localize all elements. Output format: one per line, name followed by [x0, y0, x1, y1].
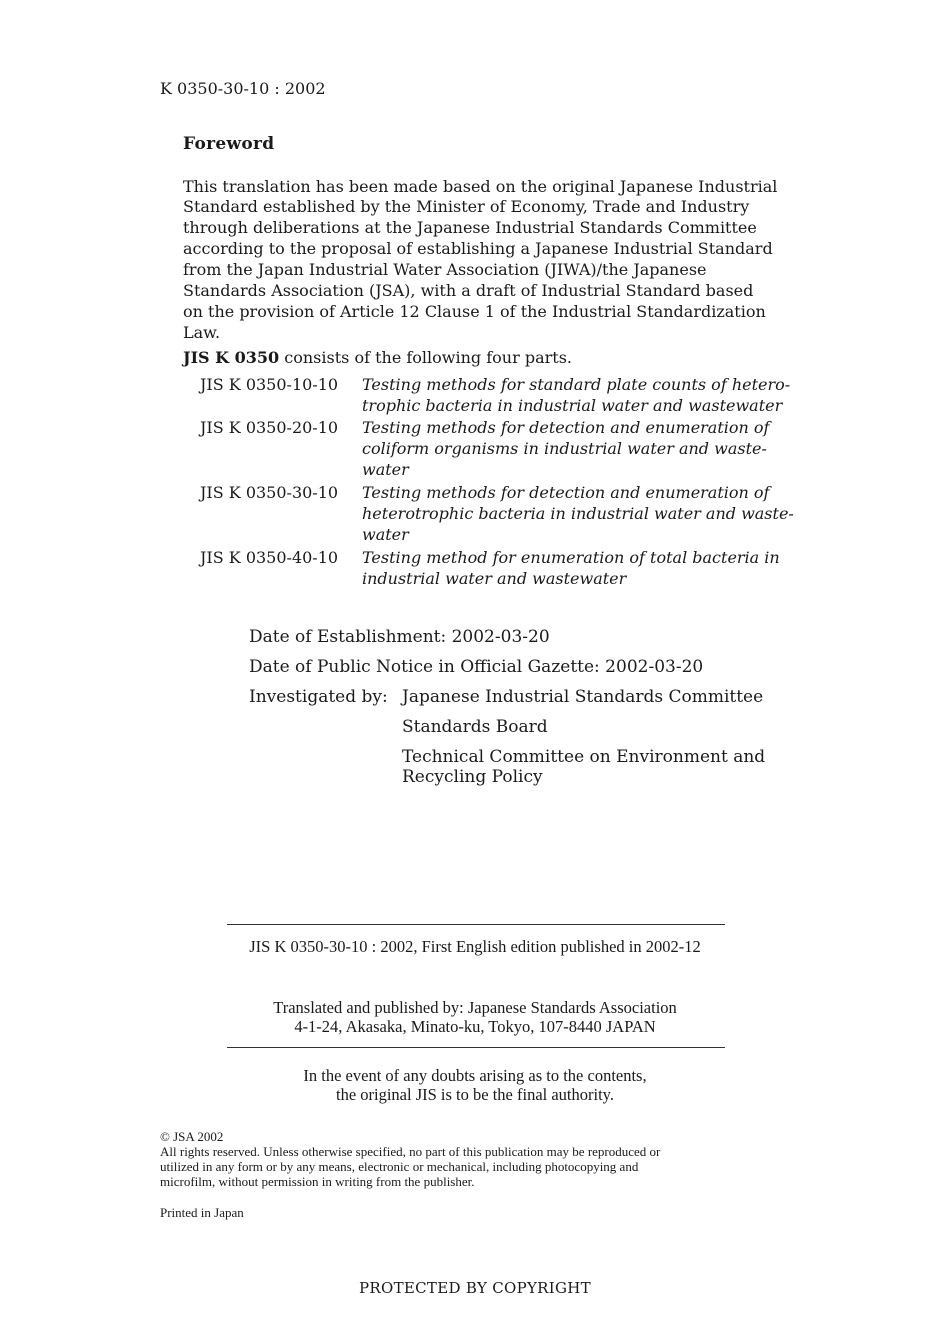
part-title-line: water — [362, 460, 409, 479]
parts-intro — [183, 348, 572, 367]
part-title-line: coliform organisms in industrial water and waste- — [362, 439, 767, 458]
investigated-label: Investigated by: — [249, 687, 388, 707]
rights-line: utilized in any form or by any means, electronic or mechanical, including photocopying and — [160, 1159, 639, 1174]
rights-line: microfilm, without permission in writing from the publisher. — [160, 1174, 475, 1189]
part-title-line: water — [362, 525, 409, 544]
part-code: JIS K 0350-20-10 — [200, 418, 339, 437]
part-title-line: Testing methods for detection and enumeration of — [362, 483, 770, 502]
part-code: JIS K 0350-30-10 — [200, 483, 339, 502]
paragraph-line: This translation has been made based on the original Japanese Industrial — [183, 177, 778, 196]
section-title: Foreword — [183, 134, 275, 154]
paragraph-line: from the Japan Industrial Water Association (JIWA)/the Japanese — [183, 260, 707, 279]
part-title-line: Testing methods for standard plate counts of hetero- — [362, 375, 791, 394]
paragraph-line: according to the proposal of establishing a Japanese Industrial Standard — [183, 239, 773, 258]
investigator-line: Japanese Industrial Standards Committee — [402, 687, 764, 707]
paragraph-line: Standards Association (JSA), with a draft of Industrial Standard based — [183, 281, 754, 300]
part-code: JIS K 0350-10-10 — [200, 375, 339, 394]
parts-intro-text: consists of the following four parts. — [279, 348, 572, 367]
investigator-line: Standards Board — [402, 717, 548, 737]
paragraph-line: Law. — [183, 323, 221, 342]
establishment-date: Date of Establishment: 2002-03-20 — [249, 627, 550, 647]
part-title-line: Testing methods for detection and enumeration of — [362, 418, 770, 437]
printed-in: Printed in Japan — [160, 1205, 244, 1220]
divider — [227, 924, 725, 925]
protected-notice: PROTECTED BY COPYRIGHT — [359, 1279, 591, 1297]
paragraph-line: Standard established by the Minister of Economy, Trade and Industry — [183, 197, 750, 216]
investigator-line: Technical Committee on Environment and — [402, 747, 766, 767]
part-title-line: industrial water and wastewater — [362, 569, 627, 588]
investigator-line: Recycling Policy — [402, 767, 543, 787]
rights-line: All rights reserved. Unless otherwise specified, no part of this publication may be reproduced or — [160, 1144, 661, 1159]
divider — [227, 1047, 725, 1048]
translated-by: Translated and published by: Japanese Standards Association — [273, 998, 677, 1017]
part-title-line: trophic bacteria in industrial water and wastewater — [362, 396, 783, 415]
document-id: K 0350-30-10 : 2002 — [160, 79, 326, 98]
part-title-line: heterotrophic bacteria in industrial water and waste- — [362, 504, 794, 523]
authority-note: In the event of any doubts arising as to the contents, — [303, 1066, 647, 1085]
public-notice-date: Date of Public Notice in Official Gazette: 2002-03-20 — [249, 657, 704, 677]
paragraph-line: through deliberations at the Japanese Industrial Standards Committee — [183, 218, 757, 237]
paragraph-line: on the provision of Article 12 Clause 1 of the Industrial Standardization — [183, 302, 766, 321]
standard-number: JIS K 0350 — [183, 348, 280, 367]
edition-note: JIS K 0350-30-10 : 2002, First English edition published in 2002-12 — [249, 937, 701, 956]
authority-note: the original JIS is to be the final authority. — [335, 1085, 614, 1104]
publisher-address: 4-1-24, Akasaka, Minato-ku, Tokyo, 107-8440 JAPAN — [294, 1017, 656, 1036]
copyright-line: © JSA 2002 — [160, 1129, 224, 1144]
part-title-line: Testing method for enumeration of total bacteria in — [362, 548, 780, 567]
part-code: JIS K 0350-40-10 — [200, 548, 339, 567]
